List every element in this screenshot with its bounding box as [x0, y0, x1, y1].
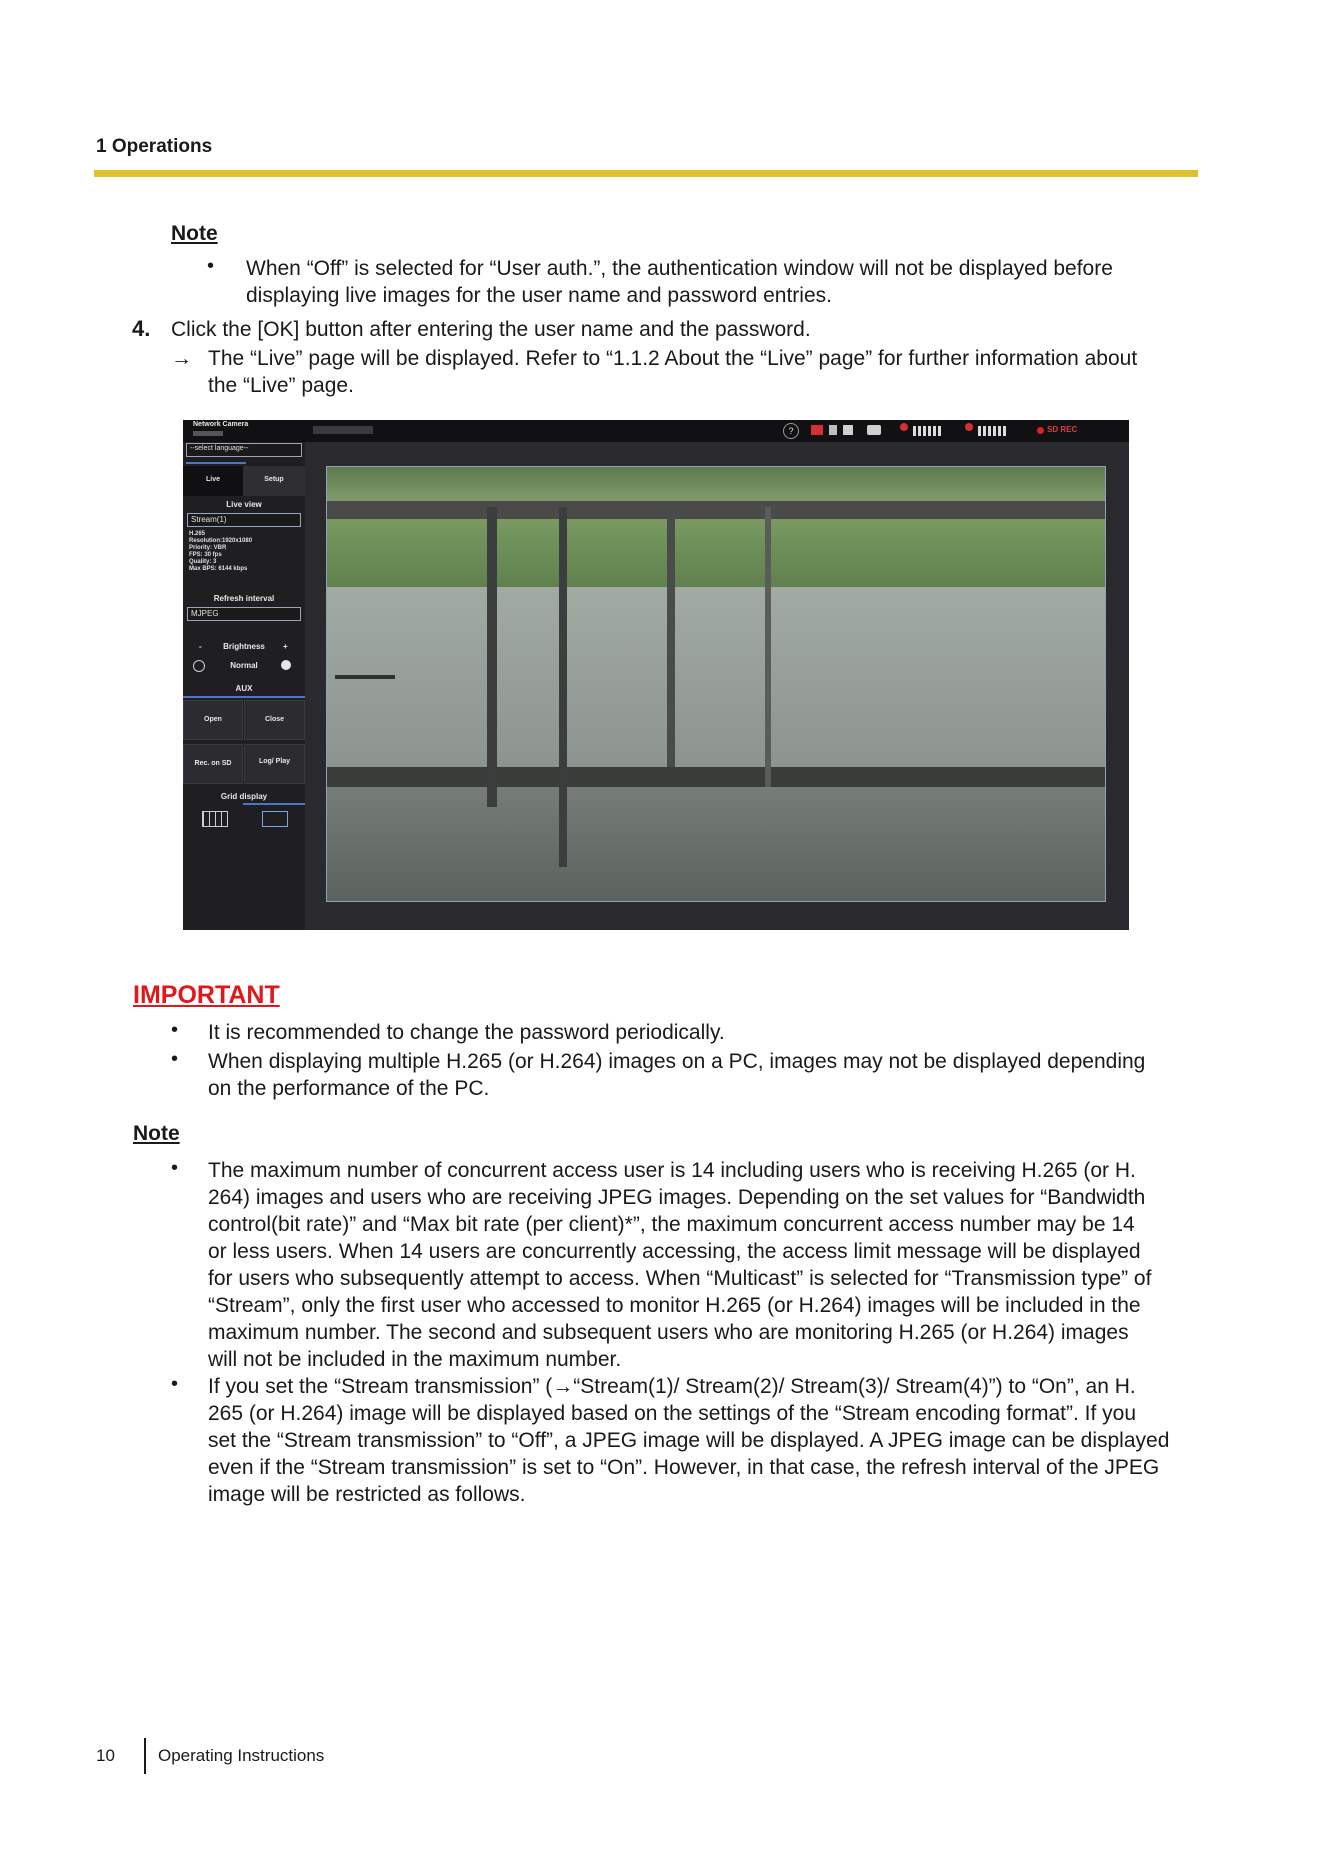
important-bullet-line: It is recommended to change the password periodically. [208, 1021, 725, 1044]
header-rule [94, 170, 1198, 177]
footer-separator [144, 1738, 146, 1774]
note-line: control(bit rate)” and “Max bit rate (per client)*”, the maximum concurrent access number may be 14 [208, 1213, 1135, 1236]
window-frame [327, 501, 1105, 519]
note-bullet-paragraph [208, 1373, 1169, 1508]
floor-rail [327, 767, 1105, 787]
aux-close-button[interactable]: Close [244, 700, 305, 740]
log-play-button[interactable]: Log/ Play [244, 744, 305, 784]
footer-title: Operating Instructions [158, 1746, 325, 1765]
step-result-line: The “Live” page will be displayed. Refer to “1.1.2 About the “Live” page” for further information about [208, 347, 1138, 370]
brightness-normal-button[interactable]: Normal [230, 661, 258, 670]
speaker-icon[interactable] [965, 423, 973, 431]
note-line: If you set the “Stream transmission” (→“Stream(1)/ Stream(2)/ Stream(3)/ Stream(4)”) to “On”, an H. [208, 1375, 1136, 1398]
refresh-interval-select[interactable]: MJPEG [187, 607, 301, 621]
grid-multi-icon[interactable] [202, 811, 228, 827]
section-title: 1 Operations [96, 136, 213, 157]
camera-top-bar [183, 420, 1129, 442]
note-line: will not be included in the maximum number. [208, 1348, 622, 1371]
language-select[interactable]: --select language-- [186, 443, 302, 457]
note-line: The maximum number of concurrent access user is 14 including users who is receiving H.265 (or H. [208, 1159, 1136, 1182]
water-surface [327, 587, 1105, 767]
language-underline [186, 462, 246, 464]
tab-live[interactable]: Live [183, 466, 243, 496]
stream-info-line: Resolution:1920x1080 [189, 538, 253, 544]
stream-info [189, 531, 252, 573]
camera-brand: Network Camera [193, 421, 249, 428]
important-heading: IMPORTANT [133, 981, 280, 1009]
glass-post [667, 507, 675, 767]
stream-info-line: Max BPS: 6144 kbps [189, 566, 248, 572]
note-line: image will be restricted as follows. [208, 1483, 526, 1506]
grid-display-underline [243, 803, 305, 805]
note-line: “Stream”, only the first user who accessed to monitor H.265 (or H.264) images will be included in the [208, 1294, 1141, 1317]
note-line: 264) images and users who are receiving JPEG images. Depending on the set values for “Bandwidth [208, 1186, 1146, 1209]
bullet-icon: • [171, 1157, 179, 1179]
hedge [327, 519, 1105, 589]
refresh-interval-label: Refresh interval [213, 594, 275, 603]
sd-rec-label: SD REC [1047, 425, 1078, 434]
brightness-plus-button[interactable]: + [283, 642, 288, 651]
camera-sidebar [183, 442, 305, 930]
mic-volume-meter[interactable] [913, 426, 943, 436]
alarm-icon[interactable] [811, 425, 823, 435]
camera-model-blurred [193, 431, 223, 436]
stream-info-line: FPS: 30 fps [189, 552, 222, 558]
stream-info-line: Quality: 3 [189, 559, 217, 565]
live-camera-image [326, 466, 1106, 902]
bullet-icon: • [171, 1373, 179, 1395]
speaker-volume-meter[interactable] [978, 426, 1008, 436]
step-number: 4. [132, 316, 151, 341]
note-bullet-line: When “Off” is selected for “User auth.”, the authentication window will not be displayed before [246, 257, 1113, 280]
aux-label: AUX [235, 684, 253, 693]
mic-icon[interactable] [900, 423, 908, 431]
note-line: even if the “Stream transmission” is set to “On”. However, in that case, the refresh interval of the JPEG [208, 1456, 1160, 1479]
glass-post [559, 507, 567, 867]
aux-open-button[interactable]: Open [183, 700, 243, 740]
brightness-bright-icon[interactable] [281, 660, 291, 670]
note-line: 265 (or H.264) image will be displayed based on the settings of the “Stream encoding format”. If you [208, 1402, 1136, 1425]
step-result-line: the “Live” page. [208, 374, 354, 397]
result-arrow-icon: → [171, 347, 192, 370]
bullet-icon: • [207, 255, 215, 277]
brightness-label: Brightness [223, 642, 265, 651]
camera-snapshot-icon[interactable] [867, 425, 881, 435]
camera-title-blurred [313, 426, 373, 434]
note-line: for users who subsequently attempt to access. When “Multicast” is selected for “Transmission type” of [208, 1267, 1152, 1290]
bullet-icon: • [171, 1048, 179, 1070]
rec-on-sd-button[interactable]: Rec. on SD [183, 744, 243, 784]
fullscreen-icon[interactable] [843, 425, 853, 435]
chair [335, 675, 395, 759]
glass-post [487, 507, 497, 807]
brightness-minus-button[interactable]: - [199, 642, 202, 651]
important-bullet-line: When displaying multiple H.265 (or H.264) images on a PC, images may not be displayed depending [208, 1050, 1146, 1073]
note-bullet-paragraph [208, 1157, 1151, 1373]
stream-info-line: H.265 [189, 531, 206, 537]
bullet-icon: • [171, 1019, 179, 1041]
live-view-label: Live view [226, 500, 262, 509]
note-line: maximum number. The second and subsequent users who are monitoring H.265 (or H.264) images [208, 1321, 1129, 1344]
floor-reflection [327, 787, 1105, 901]
page-number: 10 [96, 1746, 115, 1765]
important-bullet-line: on the performance of the PC. [208, 1077, 490, 1100]
sd-rec-indicator-icon [1037, 427, 1044, 434]
live-page-screenshot [183, 420, 1129, 930]
note-line: set the “Stream transmission” to “Off”, a JPEG image will be displayed. A JPEG image can be displayed [208, 1429, 1170, 1452]
help-icon[interactable]: ? [783, 423, 799, 439]
arrow-icon[interactable] [829, 425, 837, 435]
stream-select[interactable]: Stream(1) [187, 513, 301, 527]
glass-post [765, 507, 771, 787]
aux-underline [183, 696, 305, 698]
grid-display-label: Grid display [220, 792, 268, 801]
stream-info-line: Priority: VBR [189, 545, 227, 551]
note-heading: Note [171, 222, 218, 245]
note-bullet-line: displaying live images for the user name and password entries. [246, 284, 832, 307]
tab-setup[interactable]: Setup [243, 466, 305, 496]
note-heading: Note [133, 1122, 180, 1145]
grid-single-icon[interactable] [262, 811, 288, 827]
step-text: Click the [OK] button after entering the user name and the password. [171, 318, 811, 341]
note-line: or less users. When 14 users are concurrently accessing, the access limit message will be displayed [208, 1240, 1141, 1263]
